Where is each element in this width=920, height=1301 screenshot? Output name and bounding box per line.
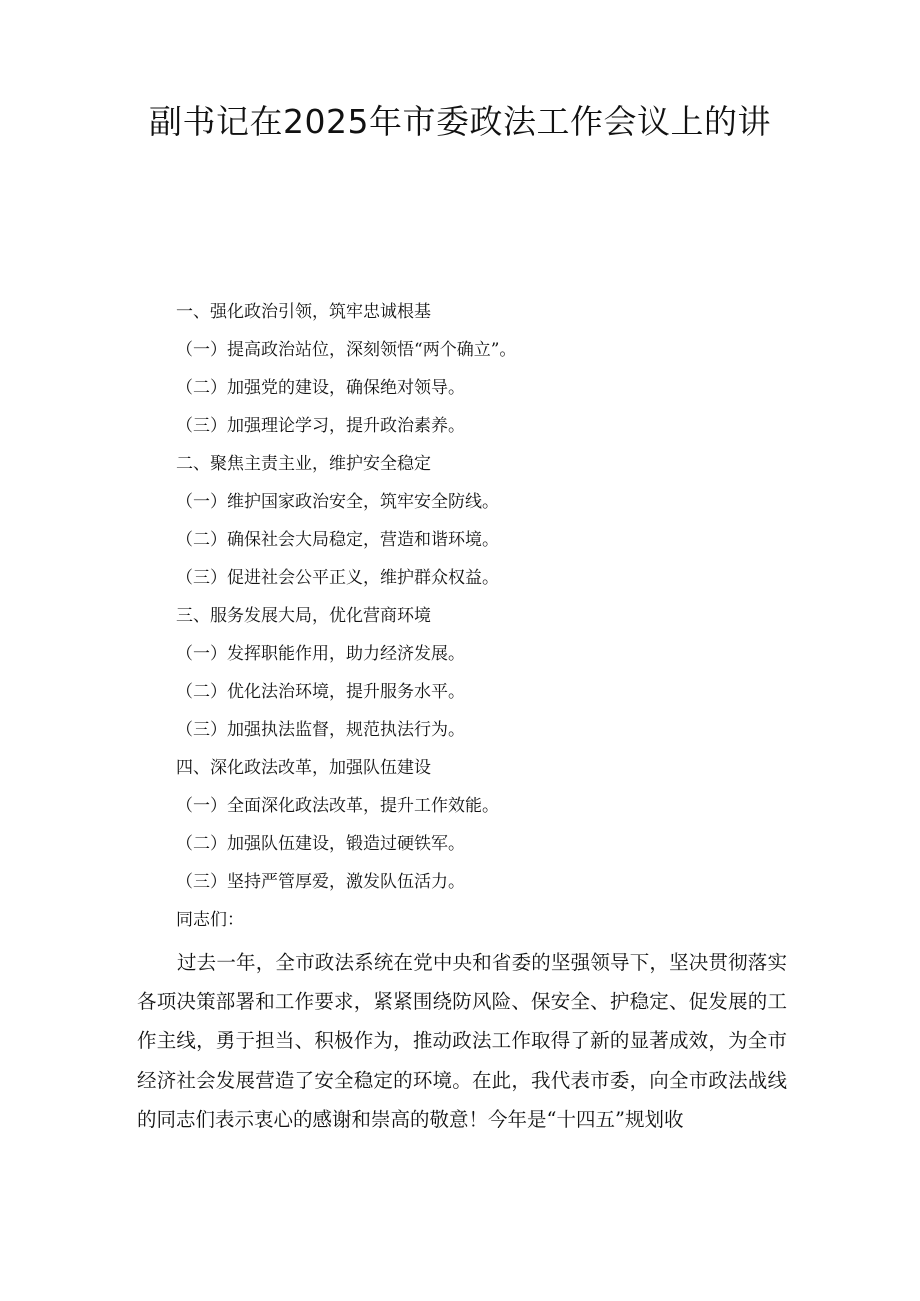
outline-subitem: （一）维护国家政治安全，筑牢安全防线。 xyxy=(176,492,499,512)
outline-subitem: （二）确保社会大局稳定，营造和谐环境。 xyxy=(176,530,499,550)
outline-subitem: （一）发挥职能作用，助力经济发展。 xyxy=(176,644,465,664)
document-title: 副书记在2025年市委政法工作会议上的讲 xyxy=(149,102,771,141)
outline-section-heading: 一、强化政治引领，筑牢忠诚根基 xyxy=(176,302,431,322)
outline-subitem: （二）加强队伍建设，锻造过硬铁军。 xyxy=(176,834,465,854)
outline-subitem: （三）促进社会公平正义，维护群众权益。 xyxy=(176,568,499,588)
outline-subitem: （二）优化法治环境，提升服务水平。 xyxy=(176,682,465,702)
outline-subitem: （一）全面深化政法改革，提升工作效能。 xyxy=(176,796,499,816)
outline-list xyxy=(176,293,876,901)
outline-subitem: （三）加强理论学习，提升政治素养。 xyxy=(176,416,465,436)
outline-section-heading: 三、服务发展大局，优化营商环境 xyxy=(176,606,431,626)
salutation: 同志们： xyxy=(176,910,244,930)
outline-subitem: （二）加强党的建设，确保绝对领导。 xyxy=(176,378,465,398)
outline-subitem: （三）坚持严管厚爱，激发队伍活力。 xyxy=(176,872,465,892)
outline-section-heading: 四、深化政法改革，加强队伍建设 xyxy=(176,758,431,778)
body-paragraph: 过去一年，全市政法系统在党中央和省委的坚强领导下，坚决贯彻落实各项决策部署和工作要求，紧紧围绕防风险、保安全、护稳定、促发展的工作主线，勇于担当、积极作为，推动政法工作取得了新的显著成效，为全市经济社会发展营造了安全稳定的环境。在此，我代表市委，向全市政法战线的同志们表示衷心的感谢和崇高的敬意！今年是“十四五”规划收 xyxy=(137,951,787,1131)
outline-section-heading: 二、聚焦主责主业，维护安全稳定 xyxy=(176,454,431,474)
outline-subitem: （一）提高政治站位，深刻领悟“两个确立”。 xyxy=(176,340,517,360)
outline-subitem: （三）加强执法监督，规范执法行为。 xyxy=(176,720,465,740)
